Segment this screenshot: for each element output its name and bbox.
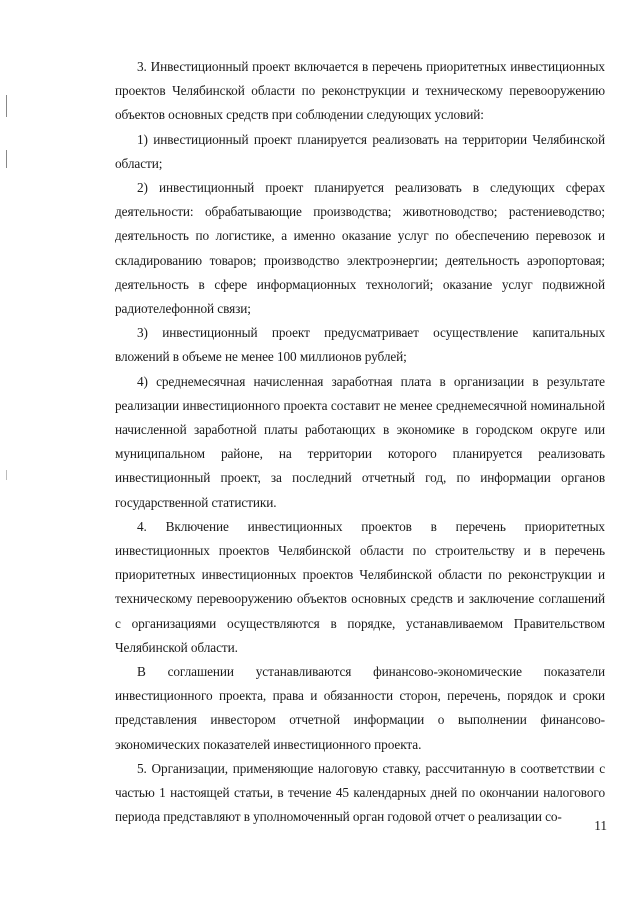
scan-artifact	[6, 95, 7, 117]
paragraph-condition-2: 2) инвестиционный проект планируется реализовать в следующих сферах деятельности: обрабатывающие производства; животноводство; растениеводство; деятельность по логистике, а именно оказание услуг по обеспечению перевозок и складированию товаров; производство электроэнергии; деятельность аэропортовая; деятельность в сфере информационных технологий; оказание услуг подвижной радиотелефонной связи;	[115, 180, 605, 317]
paragraph-condition-4: 4) среднемесячная начисленная заработная плата в организации в результате реализации инвестиционного проекта составит не менее среднемесячной номинальной начисленной заработной платы работающих в экономике в городском округе или муниципальном районе, на территории которого планируется реализовать инвестиционный проект, за последний отчетный год, по информации органов государственной статистики.	[115, 373, 605, 510]
paragraph-3: 3. Инвестиционный проект включается в перечень приоритетных инвестиционных проектов Челябинской области по реконструкции и техническому перевооружению объектов основных средств при соблюдении следующих условий:	[115, 59, 605, 123]
document-body	[115, 55, 605, 830]
paragraph-condition-3: 3) инвестиционный проект предусматривает осуществление капитальных вложений в объеме не менее 100 миллионов рублей;	[115, 325, 605, 365]
paragraph-condition-1: 1) инвестиционный проект планируется реализовать на территории Челябинской области;	[115, 131, 605, 171]
scan-artifact	[6, 470, 7, 480]
paragraph-4: 4. Включение инвестиционных проектов в перечень приоритетных инвестиционных проектов Челябинской области по строительству и в перечень приоритетных инвестиционных проектов Челябинской области по реконструкции и техническому перевооружению объектов основных средств и заключение соглашений с организациями осуществляются в порядке, устанавливаемом Правительством Челябинской области.	[115, 518, 605, 655]
page-number: 11	[594, 818, 607, 833]
paragraph-5: 5. Организации, применяющие налоговую ставку, рассчитанную в соответствии с частью 1 настоящей статьи, в течение 45 календарных дней по окончании налогового периода представляют в уполномоченный орган годовой отчет о реализации со-	[115, 760, 605, 825]
paragraph-agreement: В соглашении устанавливаются финансово-экономические показатели инвестиционного проекта, права и обязанности сторон, перечень, порядок и сроки представления инвестором отчетной информации о выполнении финансово-экономических показателей инвестиционного проекта.	[115, 664, 605, 752]
scan-artifact	[6, 150, 7, 168]
